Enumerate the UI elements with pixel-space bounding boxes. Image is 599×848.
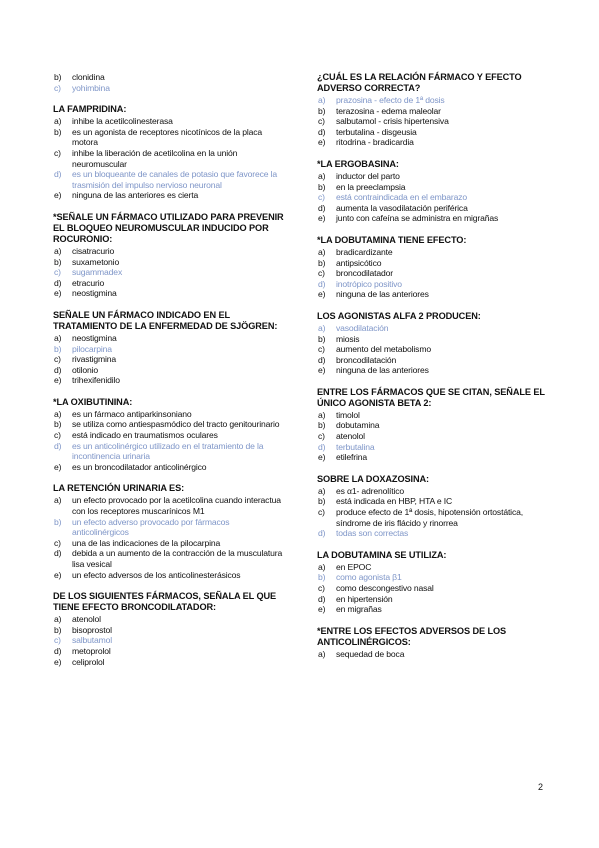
- option-letter: d): [54, 364, 62, 375]
- option-letter: e): [54, 569, 62, 580]
- option-letter: b): [54, 72, 62, 82]
- option-text: terbutalina - disgeusia: [336, 126, 417, 137]
- option-text: miosis: [336, 333, 360, 344]
- option-letter: d): [318, 528, 326, 539]
- option-letter: c): [318, 116, 325, 127]
- option-text: clonidina: [72, 72, 105, 82]
- question-title: ENTRE LOS FÁRMACOS QUE SE CITAN, SEÑALE EL ÚNICO AGONISTA BETA 2:: [317, 386, 545, 408]
- answer-option: [317, 365, 549, 376]
- answer-option-correct: [317, 95, 549, 106]
- option-letter: c): [318, 192, 325, 203]
- answer-option: [53, 288, 285, 299]
- option-text: en la preeclampsia: [336, 181, 406, 192]
- option-letter: d): [54, 645, 62, 656]
- option-text: atenolol: [72, 614, 101, 625]
- answer-option: [53, 548, 285, 569]
- question-block: [317, 387, 549, 463]
- option-text: prazosina - efecto de 1ª dosis: [336, 95, 445, 105]
- answer-option: [317, 355, 549, 366]
- option-text: como agonista β1: [336, 572, 402, 583]
- question-block: [53, 591, 285, 667]
- option-letter: c): [318, 431, 325, 442]
- answer-option-correct: [53, 83, 285, 94]
- option-letter: e): [318, 213, 326, 224]
- answer-option: [53, 430, 285, 441]
- answer-option: [317, 496, 549, 507]
- option-letter: a): [318, 95, 326, 105]
- question-block: [317, 235, 549, 300]
- option-text: es α1- adrenolítico: [336, 485, 405, 496]
- option-letter: d): [54, 277, 62, 288]
- answer-option: [317, 182, 549, 193]
- answer-option: [53, 190, 285, 201]
- option-letter: d): [318, 126, 326, 137]
- option-text: un efecto provocado por la acetilcolina cuando interactua con los receptores muscarínicos M1: [72, 495, 281, 517]
- option-text: rivastigmina: [72, 354, 117, 365]
- option-letter: c): [318, 268, 325, 279]
- question-block: [53, 104, 285, 201]
- answer-option: [317, 203, 549, 214]
- option-letter: a): [54, 495, 62, 506]
- answer-option: [317, 420, 549, 431]
- answer-option-correct: [53, 169, 285, 190]
- page-number: 2: [538, 782, 544, 792]
- option-text: es un anticolinérgico utilizado en el tratamiento de la incontinencia urinaria: [72, 440, 264, 462]
- option-text: es un fármaco antiparkinsoniano: [72, 408, 192, 419]
- option-letter: b): [54, 624, 62, 635]
- question-block: [317, 550, 549, 615]
- option-text: inductor del parto: [336, 170, 400, 181]
- question-title: SEÑALE UN FÁRMACO INDICADO EN EL TRATAMIENTO DE LA ENFERMEDAD DE SJÖGREN:: [53, 309, 278, 331]
- answer-option: [53, 625, 285, 636]
- option-text: terazosina - edema maleolar: [336, 105, 441, 116]
- option-text: metoprolol: [72, 645, 111, 656]
- option-letter: c): [54, 430, 61, 441]
- option-letter: b): [318, 496, 326, 507]
- option-letter: d): [54, 548, 62, 559]
- option-text: ninguna de las anteriores: [336, 365, 429, 376]
- option-text: salbutamol: [72, 635, 113, 646]
- option-letter: b): [54, 256, 62, 267]
- option-letter: e): [318, 365, 326, 376]
- option-text: un efecto adverso provocado por fármacos anticolinérgicos: [72, 516, 230, 538]
- answer-option: [53, 538, 285, 549]
- option-text: dobutamina: [336, 420, 380, 431]
- answer-option-correct: [317, 572, 549, 583]
- answer-option-correct: [53, 441, 285, 462]
- question-block: [317, 159, 549, 224]
- option-letter: a): [54, 245, 62, 256]
- question-block: [317, 474, 549, 539]
- question-block: [53, 72, 285, 93]
- option-letter: c): [54, 147, 61, 158]
- answer-option: [53, 72, 285, 83]
- option-text: aumenta la vasodilatación periférica: [336, 202, 468, 213]
- option-letter: b): [318, 420, 326, 431]
- option-letter: b): [318, 257, 326, 268]
- answer-option: [53, 333, 285, 344]
- answer-option: [317, 604, 549, 615]
- option-letter: e): [318, 137, 326, 148]
- answer-option: [317, 289, 549, 300]
- option-text: etracurio: [72, 277, 105, 288]
- option-text: es un bloqueante de canales de potasio que favorece la trasmisión del impulso nervioso neuronal: [72, 169, 277, 190]
- option-letter: c): [318, 507, 325, 518]
- option-letter: a): [54, 408, 62, 419]
- answer-option: [317, 127, 549, 138]
- option-letter: e): [318, 452, 326, 463]
- option-text: otilonio: [72, 364, 99, 375]
- option-text: atenolol: [336, 431, 365, 442]
- answer-option: [317, 594, 549, 605]
- option-text: neostigmina: [72, 332, 117, 343]
- answer-option: [53, 257, 285, 268]
- option-text: produce efecto de 1ª dosis, hipotensión ortostática, síndrome de iris flácido y rinorrea: [336, 507, 523, 528]
- answer-option-correct: [317, 192, 549, 203]
- answer-option: [53, 570, 285, 581]
- answer-option-correct: [53, 635, 285, 646]
- option-letter: a): [318, 170, 326, 181]
- answer-option: [317, 431, 549, 442]
- answer-option: [317, 410, 549, 421]
- option-text: bisoprostol: [72, 624, 112, 635]
- question-block: [53, 212, 285, 299]
- option-letter: d): [54, 169, 62, 180]
- question-title: LA DOBUTAMINA SE UTILIZA:: [317, 549, 447, 560]
- question-title: LA RETENCIÓN URINARIA ES:: [53, 483, 185, 494]
- option-letter: d): [318, 278, 326, 289]
- option-text: sugammadex: [72, 267, 123, 278]
- option-letter: c): [54, 82, 61, 93]
- option-letter: c): [54, 267, 61, 278]
- option-text: timolol: [336, 409, 360, 420]
- question-title: LOS AGONISTAS ALFA 2 PRODUCEN:: [317, 310, 481, 321]
- question-title: LA FAMPRIDINA:: [53, 104, 127, 115]
- answer-option: [53, 127, 285, 148]
- question-block: [53, 310, 285, 386]
- option-letter: b): [54, 343, 62, 354]
- question-title: *LA DOBUTAMINA TIENE EFECTO:: [317, 234, 467, 245]
- option-letter: a): [54, 614, 62, 625]
- option-letter: e): [54, 375, 62, 386]
- question-block: [317, 72, 549, 148]
- answer-option: [53, 462, 285, 473]
- option-text: un efecto adversos de los anticolinesterásicos: [72, 569, 241, 580]
- option-text: trihexifenidilo: [72, 375, 120, 386]
- option-text: broncodilatador: [336, 268, 393, 279]
- answer-option: [317, 334, 549, 345]
- answer-option: [53, 365, 285, 376]
- answer-option-correct: [53, 344, 285, 355]
- left-column: [53, 72, 285, 678]
- option-text: aumento del metabolismo: [336, 344, 431, 355]
- option-letter: a): [318, 246, 326, 257]
- option-letter: d): [54, 440, 62, 451]
- answer-option: [53, 614, 285, 625]
- answer-option: [317, 583, 549, 594]
- right-column: [317, 72, 549, 670]
- question-block: [317, 311, 549, 376]
- answer-option: [317, 452, 549, 463]
- option-letter: a): [54, 332, 62, 343]
- answer-option: [317, 562, 549, 573]
- option-text: es un agonista de receptores nicotínicos de la placa motora: [72, 126, 262, 148]
- option-letter: a): [318, 322, 326, 333]
- option-text: está indicada en HBP, HTA e IC: [336, 496, 453, 507]
- option-letter: b): [54, 126, 62, 137]
- option-text: es un broncodilatador anticolinérgico: [72, 461, 207, 472]
- option-letter: d): [318, 593, 326, 604]
- option-text: en EPOC: [336, 561, 372, 572]
- option-letter: c): [318, 583, 325, 593]
- question-block: [53, 483, 285, 580]
- option-text: pilocarpina: [72, 343, 112, 354]
- option-letter: b): [54, 419, 62, 430]
- answer-option: [53, 246, 285, 257]
- option-text: como descongestivo nasal: [336, 583, 434, 593]
- answer-option: [53, 646, 285, 657]
- option-text: celiprolol: [72, 656, 105, 667]
- answer-option: [53, 148, 285, 169]
- answer-option: [317, 268, 549, 279]
- option-text: ninguna de las anteriores es cierta: [72, 190, 199, 201]
- option-text: vasodilatación: [336, 322, 389, 333]
- option-letter: e): [318, 604, 326, 615]
- question-title: *LA OXIBUTININA:: [53, 396, 133, 407]
- option-letter: d): [318, 441, 326, 452]
- answer-option: [317, 116, 549, 127]
- answer-option: [53, 419, 285, 430]
- answer-option: [317, 486, 549, 497]
- option-text: inhibe la liberación de acetilcolina en la unión neuromuscular: [72, 147, 238, 169]
- option-text: se utiliza como antiespasmódico del tracto genitourinario: [72, 419, 280, 430]
- option-letter: e): [54, 288, 62, 299]
- question-title: SOBRE LA DOXAZOSINA:: [317, 473, 429, 484]
- answer-option: [317, 247, 549, 258]
- question-title: DE LOS SIGUIENTES FÁRMACOS, SEÑALA EL QUE TIENE EFECTO BRONCODILATADOR:: [53, 591, 277, 613]
- option-letter: c): [318, 344, 325, 355]
- option-letter: b): [54, 516, 62, 527]
- option-letter: b): [318, 181, 326, 192]
- option-letter: e): [318, 289, 326, 300]
- answer-option-correct: [317, 442, 549, 453]
- option-letter: a): [318, 561, 326, 572]
- question-block: [317, 626, 549, 660]
- answer-option-correct: [317, 279, 549, 290]
- option-text: suxametonio: [72, 256, 120, 267]
- answer-option: [53, 354, 285, 365]
- answer-option: [317, 137, 549, 148]
- answer-option: [317, 344, 549, 355]
- answer-option-correct: [317, 528, 549, 539]
- option-text: está contraindicada en el embarazo: [336, 192, 468, 203]
- option-letter: e): [54, 656, 62, 667]
- option-text: terbutalina: [336, 441, 375, 452]
- option-text: está indicado en traumatismos oculares: [72, 430, 218, 441]
- option-letter: c): [54, 635, 61, 646]
- answer-option-correct: [53, 517, 285, 538]
- answer-option: [53, 495, 285, 516]
- option-letter: e): [54, 461, 62, 472]
- option-letter: a): [318, 409, 326, 420]
- answer-option: [317, 213, 549, 224]
- option-letter: d): [318, 202, 326, 213]
- option-text: en hipertensión: [336, 593, 393, 604]
- option-letter: d): [318, 354, 326, 365]
- option-letter: a): [318, 485, 326, 496]
- option-text: inotrópico positivo: [336, 278, 402, 289]
- option-letter: c): [54, 537, 61, 548]
- question-title: ¿CUÁL ES LA RELACIÓN FÁRMACO Y EFECTO ADVERSO CORRECTA?: [317, 72, 522, 93]
- answer-option: [53, 278, 285, 289]
- option-text: una de las indicaciones de la pilocarpina: [72, 537, 221, 548]
- question-title: *LA ERGOBASINA:: [317, 158, 399, 169]
- option-letter: e): [54, 190, 62, 201]
- option-text: salbutamol - crisis hipertensiva: [336, 116, 449, 127]
- option-text: junto con cafeína se administra en migrañas: [336, 213, 499, 224]
- option-letter: b): [318, 333, 326, 344]
- option-letter: a): [54, 116, 62, 127]
- answer-option-correct: [317, 323, 549, 334]
- option-text: ritodrina - bradicardia: [336, 137, 414, 148]
- answer-option: [317, 649, 549, 660]
- option-letter: b): [318, 572, 326, 583]
- option-text: debida a un aumento de la contracción de la musculatura lisa vesical: [72, 548, 283, 569]
- option-text: broncodilatación: [336, 354, 397, 365]
- answer-option: [317, 258, 549, 269]
- answer-option: [53, 657, 285, 668]
- option-letter: b): [318, 105, 326, 116]
- option-text: ninguna de las anteriores: [336, 289, 429, 300]
- answer-option-correct: [53, 267, 285, 278]
- option-letter: a): [318, 648, 326, 659]
- answer-option: [317, 507, 549, 528]
- option-text: yohimbina: [72, 82, 110, 93]
- option-text: en migrañas: [336, 604, 382, 615]
- answer-option: [317, 171, 549, 182]
- answer-option: [317, 106, 549, 117]
- option-text: antipsicótico: [336, 257, 382, 268]
- option-text: todas son correctas: [336, 528, 409, 539]
- option-text: inhibe la acetilcolinesterasa: [72, 116, 173, 127]
- answer-option: [53, 375, 285, 386]
- option-letter: c): [54, 354, 61, 365]
- question-title: *ENTRE LOS EFECTOS ADVERSOS DE LOS ANTICOLINÉRGICOS:: [317, 625, 507, 647]
- option-text: cisatracurio: [72, 245, 115, 256]
- question-title: *SEÑALE UN FÁRMACO UTILIZADO PARA PREVENIR EL BLOQUEO NEUROMUSCULAR INDUCIDO POR ROCURONIO:: [53, 211, 284, 244]
- option-text: etilefrina: [336, 452, 367, 463]
- option-text: neostigmina: [72, 288, 117, 299]
- option-text: bradicardizante: [336, 246, 393, 257]
- option-text: sequedad de boca: [336, 648, 405, 659]
- answer-option: [53, 116, 285, 127]
- answer-option: [53, 409, 285, 420]
- question-block: [53, 397, 285, 473]
